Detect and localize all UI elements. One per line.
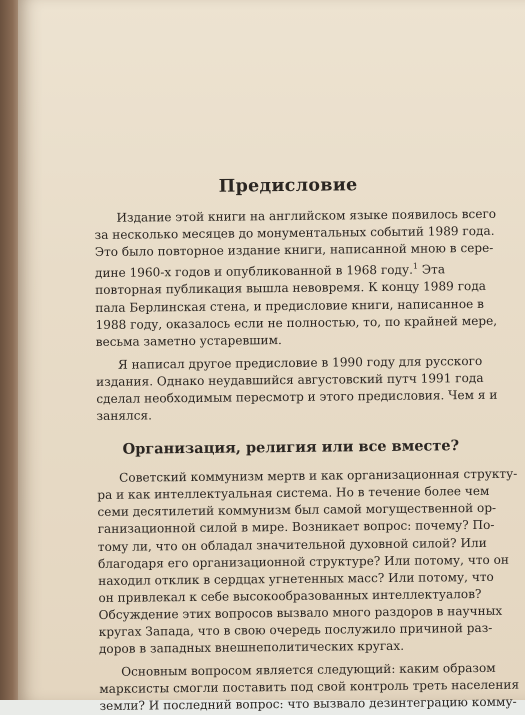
text-line: ганизационной силой в мире. Возникает вопрос: почему? По-: [97, 518, 495, 537]
text-line: он привлекал к себе высокообразованных интеллектуалов?: [98, 586, 482, 605]
text-line: 1988 году, оказалось если не полностью, то, по крайней мере,: [95, 313, 498, 332]
page-title: Предисловие: [218, 175, 358, 197]
text-line: благодаря его организационной структуре? Или потому, что он: [97, 552, 510, 571]
text-line: издания. Однако неудавшийся августовский путч 1991 года: [96, 370, 484, 389]
paragraph-1: [94, 206, 498, 351]
text-line: повторная публикация вышла невовремя. К концу 1989 года: [95, 279, 487, 298]
section-heading: Организация, религия или все вместе?: [122, 437, 460, 458]
footnote-marker: 1: [412, 261, 419, 271]
text-line: доров в западных внешнеполитических кругах.: [98, 638, 405, 657]
text-line: Я написал другое предисловие в 1990 году для русского: [117, 353, 483, 372]
paragraph-2: [96, 353, 498, 425]
text-line: Издание этой книги на английском языке появилось всего: [116, 206, 497, 225]
text-line: земли? И последний вопрос: что вызвало дезинтеграцию комму-: [99, 694, 517, 714]
book-page: [18, 0, 525, 714]
text-line: ра и как интеллектуальная система. Но в течение более чем: [97, 484, 490, 503]
text-line-end: Эта: [417, 262, 446, 277]
text-line: кругах Запада, что в свою очередь послужило причиной раз-: [98, 620, 493, 639]
text-line: пала Берлинская стена, и предисловие книги, написанное в: [95, 296, 484, 315]
text-line: весьма заметно устаревшим.: [95, 332, 282, 349]
text-line: марксисты смогли поставить под свой контроль треть населения: [99, 677, 520, 697]
text-line: Обсуждение этих вопросов вызвало много раздоров в научных: [98, 603, 503, 622]
text-line: находил отклик в сердцах угнетенных масс? Или потому, что: [98, 569, 494, 588]
paragraph-4: [99, 660, 520, 715]
text-line: Основным вопросом является следующий: каким образом: [121, 661, 496, 679]
text-line: сделал необходимым пересмотр и этого предисловия. Чем я и: [96, 387, 498, 406]
text-line: занялся.: [96, 408, 153, 424]
text-line: семи десятилетий коммунизм был самой могущественной ор-: [97, 501, 497, 520]
text-line-start: дине 1960-х годов и опубликованной в 1968 году.: [94, 262, 414, 281]
page-content: [94, 174, 520, 715]
text-line: Советский коммунизм мертв и как организационная структу-: [119, 466, 518, 485]
text-line: за несколько месяцев до монументальных событий 1989 года.: [94, 223, 495, 243]
text-line: тому ли, что он обладал значительной духовной силой? Или: [97, 535, 487, 554]
paragraph-3: [97, 466, 518, 658]
text-line: Это было повторное издание книги, написанной мною в сере-: [94, 241, 494, 260]
